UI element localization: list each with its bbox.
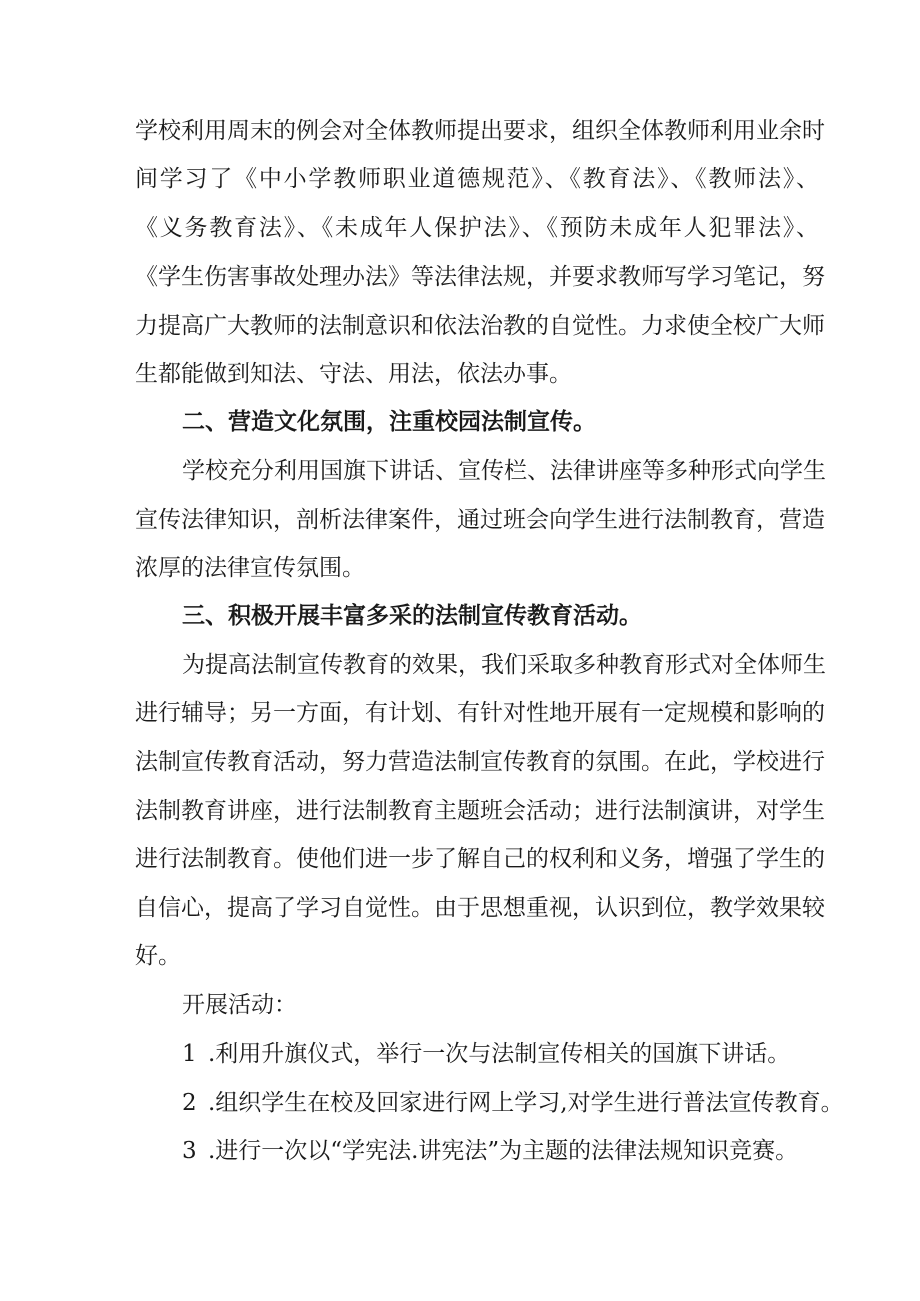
paragraph-3-line-1: 为提高法制宣传教育的效果，我们采取多种教育形式对全体师生 bbox=[182, 652, 826, 678]
list-item bbox=[182, 1136, 798, 1166]
list-item-text: .组织学生在校及回家进行网上学习,对学生进行普法宣传教育。 bbox=[208, 1090, 844, 1116]
paragraph-3-line-3: 法制宣传教育活动，努力营造法制宣传教育的氛围。在此，学校进行 bbox=[135, 749, 825, 775]
paragraph-3-line-7: 好。 bbox=[135, 943, 181, 969]
list-item-number: 3 bbox=[182, 1138, 197, 1164]
paragraph-3-line-4: 法制教育讲座，进行法制教育主题班会活动；进行法制演讲，对学生 bbox=[135, 798, 825, 824]
paragraph-1-line-1: 学校利用周末的例会对全体教师提出要求，组织全体教师利用业余时 bbox=[135, 118, 825, 144]
paragraph-1-line-4: 《学生伤害事故处理办法》等法律法规，并要求教师写学习笔记，努 bbox=[135, 264, 825, 290]
section-heading-2: 二、营造文化氛围，注重校园法制宣传。 bbox=[182, 409, 596, 435]
paragraph-1-line-3: 《义务教育法》、《未成年人保护法》、《预防未成年人犯罪法》、 bbox=[135, 215, 819, 241]
activities-label: 开展活动： bbox=[182, 992, 297, 1018]
list-item-number: 1 bbox=[182, 1041, 197, 1067]
paragraph-3-line-2: 进行辅导；另一方面，有计划、有针对性地开展有一定规模和影响的 bbox=[135, 700, 825, 726]
paragraph-1-line-5: 力提高广大教师的法制意识和依法治教的自觉性。力求使全校广大师 bbox=[135, 313, 825, 339]
list-item-number: 2 bbox=[182, 1090, 197, 1116]
list-item bbox=[182, 1039, 790, 1069]
paragraph-3-line-5: 进行法制教育。使他们进一步了解自己的权利和义务，增强了学生的 bbox=[135, 846, 825, 872]
paragraph-1-line-2: 间学习了《中小学教师职业道德规范》、《教育法》、《教师法》、 bbox=[135, 166, 819, 192]
list-item-text: .利用升旗仪式，举行一次与法制宣传相关的国旗下讲话。 bbox=[208, 1041, 791, 1067]
section-heading-3: 三、积极开展丰富多采的法制宣传教育活动。 bbox=[182, 603, 642, 629]
paragraph-2-line-1: 学校充分利用国旗下讲话、宣传栏、法律讲座等多种形式向学生 bbox=[182, 458, 826, 484]
list-item-text: .进行一次以“学宪法.讲宪法”为主题的法律法规知识竞赛。 bbox=[208, 1138, 799, 1164]
paragraph-1-line-6: 生都能做到知法、守法、用法，依法办事。 bbox=[135, 361, 572, 387]
list-item bbox=[182, 1088, 844, 1118]
paragraph-2-line-3: 浓厚的法律宣传氛围。 bbox=[135, 555, 365, 581]
paragraph-2-line-2: 宣传法律知识，剖析法律案件，通过班会向学生进行法制教育，营造 bbox=[135, 507, 825, 533]
paragraph-3-line-6: 自信心，提高了学习自觉性。由于思想重视，认识到位，教学效果较 bbox=[135, 895, 825, 921]
